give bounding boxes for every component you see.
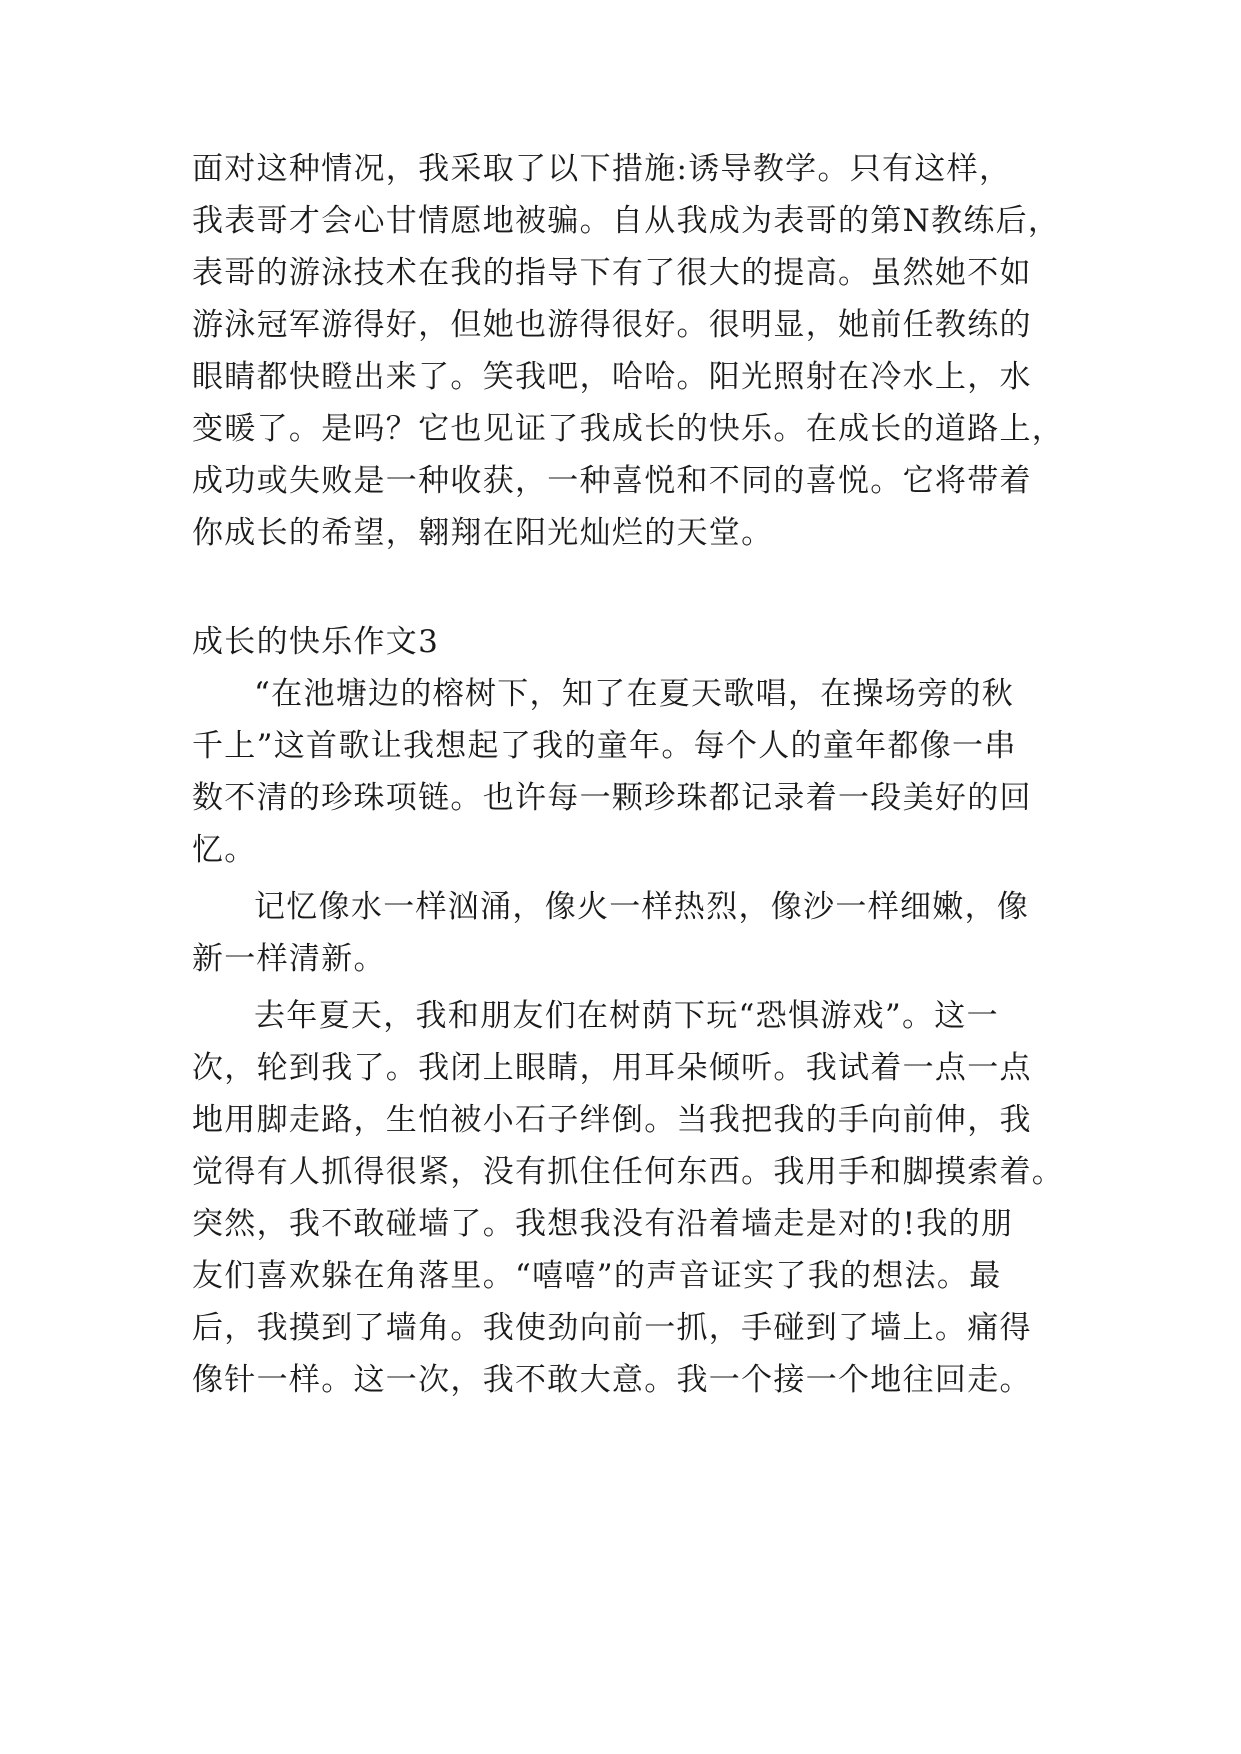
text-line: 面对这种情况，我采取了以下措施:诱导教学。只有这样， — [192, 151, 1012, 187]
text-line: 眼睛都快瞪出来了。笑我吧，哈哈。阳光照射在冷水上，水 — [192, 359, 1032, 395]
text-line: 次，轮到我了。我闭上眼睛，用耳朵倾听。我试着一点一点 — [192, 1050, 1032, 1086]
text-line: 成功或失败是一种收获，一种喜悦和不同的喜悦。它将带着 — [192, 463, 1032, 499]
text-line: 我表哥才会心甘情愿地被骗。自从我成为表哥的第N教练后， — [192, 203, 1061, 239]
text-line: 后，我摸到了墙角。我使劲向前一抓，手碰到了墙上。痛得 — [192, 1310, 1032, 1346]
text-line: 记忆像水一样汹涌，像火一样热烈，像沙一样细嫩，像 — [254, 889, 1030, 925]
text-line: 忆。 — [192, 832, 257, 868]
text-line: 觉得有人抓得很紧，没有抓住任何东西。我用手和脚摸索着。 — [192, 1154, 1065, 1190]
text-line: “在池塘边的榕树下，知了在夏天歌唱，在操场旁的秋 — [254, 676, 1015, 712]
section-title: 成长的快乐作文3 — [192, 624, 440, 660]
text-line: 地用脚走路，生怕被小石子绊倒。当我把我的手向前伸，我 — [192, 1102, 1032, 1138]
text-line: 游泳冠军游得好，但她也游得很好。很明显，她前任教练的 — [192, 307, 1032, 343]
text-line: 数不清的珍珠项链。也许每一颗珍珠都记录着一段美好的回 — [192, 780, 1032, 816]
text-line: 去年夏天，我和朋友们在树荫下玩“恐惧游戏”。这一 — [254, 998, 999, 1034]
text-line: 像针一样。这一次，我不敢大意。我一个接一个地往回走。 — [192, 1362, 1032, 1398]
text-line: 千上”这首歌让我想起了我的童年。每个人的童年都像一串 — [192, 728, 1017, 764]
text-line: 表哥的游泳技术在我的指导下有了很大的提高。虽然她不如 — [192, 255, 1032, 291]
text-line: 你成长的希望，翱翔在阳光灿烂的天堂。 — [192, 515, 774, 551]
text-line: 变暖了。是吗？它也见证了我成长的快乐。在成长的道路上， — [192, 411, 1065, 447]
text-line: 友们喜欢躲在角落里。“嘻嘻”的声音证实了我的想法。最 — [192, 1258, 1002, 1294]
text-line: 新一样清新。 — [192, 941, 386, 977]
text-line: 突然，我不敢碰墙了。我想我没有沿着墙走是对的!我的朋 — [192, 1206, 1014, 1242]
